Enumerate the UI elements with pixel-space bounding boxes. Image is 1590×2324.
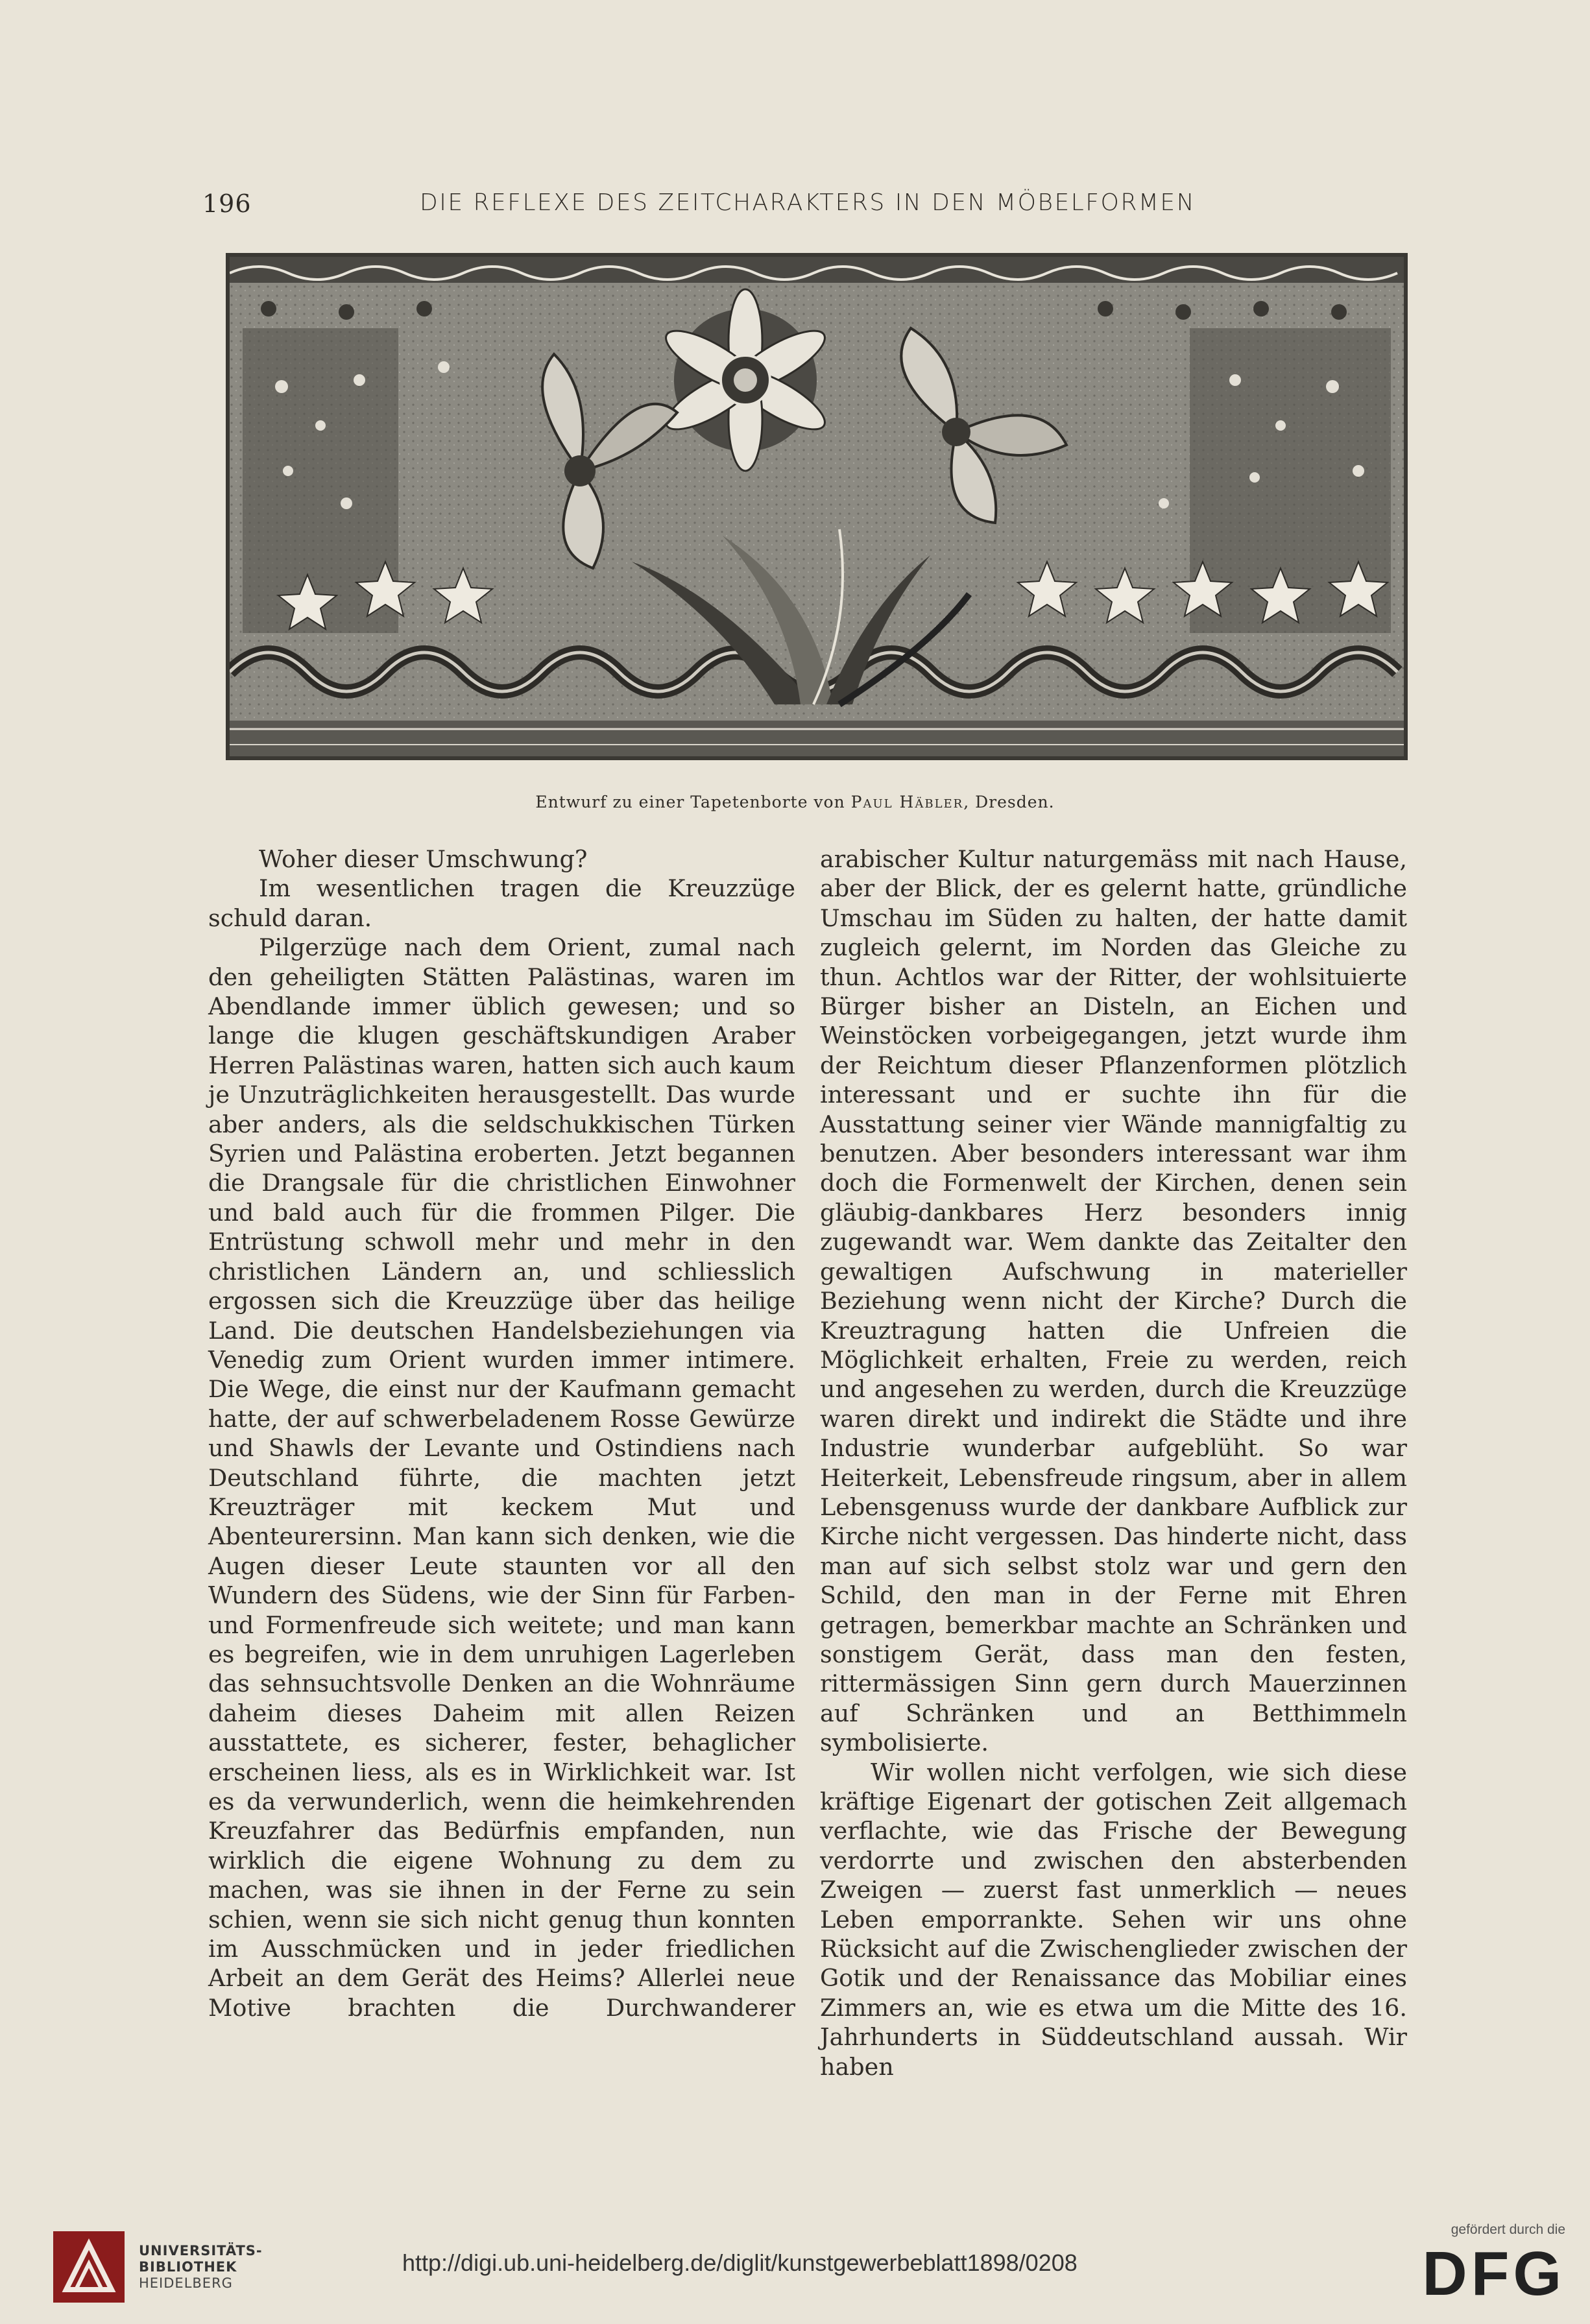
paragraph: Pilgerzüge nach dem Orient, zumal nach den geheiligten Stätten Palästinas, waren im Abendlande immer üblich gewesen; und so lange die klugen geschäftskundigen Araber Herren Palästinas waren, hatten sich auch kaum je Unzuträglichkeiten herausgestellt. Das wurde aber anders, als die seldschukkischen Türken Syrien und Palästina eroberten. Jetzt begannen die Drangsale für die christlichen Einwohner und bald auch für die frommen Pilger. Die Entrüstung schwoll mehr und mehr in den christlichen Ländern an, und schliesslich ergossen sich die Kreuzzüge über das heilige Land. Die deutschen Handelsbeziehungen via Venedig zum Orient wurden immer intimere. Die Wege, die einst nur der Kaufmann gemacht hatte, der auf schwerbeladenem Rosse Gewürze und Shawls der Levante und Ostindiens nach Deutschland führte, die machten jetzt Kreuzträger mit keckem Mut und Abenteurersinn. Man kann sich denken, wie die Augen dieser Leute staunten vor all den Wundern des Südens, wie der Sinn für Farben- und Formenfreude sich weitete; und man kann es begreifen, wie in dem unruhigen Lagerleben das sehnsuchtsvolle Denken an die Wohnräume daheim dieses Daheim mit allen Reizen ausstattete, es sicherer, fester, behaglicher erscheinen liess, als es in Wirklichkeit war. Ist es da verwunderlich, wenn die heimkehrenden Kreuzfahrer das Bedürfnis empfanden, nun wirklich die eigene Wohnung zu dem zu machen, was sie ihnen in der Ferne zu sein schien, wenn sie sich nicht genug thun konnten im Ausschmücken und in jeder friedlichen Arbeit an dem Gerät des Heims? Allerlei neue Motive brachten die Durchwanderer: [208, 933, 795, 2022]
library-name-line: HEIDELBERG: [139, 2275, 233, 2291]
paragraph: Wir wollen nicht verfolgen, wie sich diese kräftige Eigenart der gotischen Zeit allgemach verflachte, wie das Frische der Bewegung verdorrte und zwischen den absterbenden Zweigen — zuerst fast unmerklich — neues Leben emporrankte. Sehen wir uns ohne Rücksicht auf die Zwischenglieder zwischen der Gotik und der Renaissance das Mobiliar eines Zimmers an, wie es etwa um die Mitte des 16. Jahrhunderts in Süddeutschland aussah. Wir haben: [820, 1758, 1407, 2081]
library-name: [139, 2243, 263, 2292]
dfg-logo-text: DFG: [1422, 2239, 1565, 2308]
library-emblem-icon: [53, 2231, 125, 2303]
paragraph: Woher dieser Umschwung?: [259, 845, 588, 873]
caption-suffix: , Dresden.: [963, 793, 1055, 811]
paragraph: Im wesentlichen tragen die Kreuzzüge schuld daran.: [208, 874, 795, 932]
permalink-url[interactable]: http://digi.ub.uni-heidelberg.de/diglit/kunstgewerbeblatt1898/0208: [402, 2249, 1078, 2276]
illustration-drawing: [230, 257, 1404, 756]
left-column: [208, 845, 795, 2022]
funding-logo[interactable]: [1422, 2222, 1565, 2306]
library-name-line: UNIVERSITÄTS-: [139, 2242, 263, 2258]
funding-label: gefördert durch die: [1451, 2222, 1565, 2237]
library-logo[interactable]: [53, 2231, 263, 2303]
digitization-footer: [0, 2218, 1590, 2324]
paragraph: arabischer Kultur naturgemäss mit nach Hause, aber der Blick, der es gelernt hatte, gründliche Umschau im Süden zu halten, der hatte damit zugleich gelernt, im Norden das Gleiche zu thun. Achtlos war der Ritter, der wohlsituierte Bürger bisher an Disteln, an Eichen und Weinstöcken vorbeigegangen, jetzt wurde ihm der Reichtum dieser Pflanzenformen plötzlich interessant und er suchte ihn für die Ausstattung seiner vier Wände mannigfaltig zu benutzen. Aber besonders interessant war ihm doch die Formenwelt der Kirchen, denen sein gläubig-dankbares Herz besonders innig zugewandt war. Wem dankte das Zeitalter den gewaltigen Aufschwung in materieller Beziehung wenn nicht der Kirche? Durch die Kreuztragung hatten die Unfreien die Möglichkeit erhalten, Freie zu werden, reich und angesehen zu werden, durch die Kreuzzüge waren direkt und indirekt die Städte und ihre Industrie wunderbar aufgeblüht. So war Heiterkeit, Lebensfreude ringsum, aber in allem Lebensgenuss wurde der dankbare Aufblick zur Kirche nicht vergessen. Das hinderte nicht, dass man auf sich selbst stolz war und gern den Schild, den man in der Ferne mit Ehren getragen, bemerkbar machte an Schränken und sonstigem Gerät, dass man den festen, rittermässigen Sinn gern durch Mauerzinnen auf Schränken und an Betthimmeln symbolisierte.: [820, 845, 1407, 1757]
library-name-line: BIBLIOTHEK: [139, 2258, 237, 2275]
caption-artist-name: Paul Häbler: [850, 793, 964, 811]
page-header: [202, 189, 1403, 222]
running-title: DIE REFLEXE DES ZEITCHARAKTERS IN DEN MÖBELFORMEN: [420, 189, 1196, 216]
page-number: 196: [202, 189, 252, 218]
caption-prefix: Entwurf zu einer Tapetenborte von: [535, 793, 851, 811]
wallpaper-border-illustration: [226, 253, 1408, 760]
right-column: [820, 845, 1407, 2081]
figure-caption: [0, 793, 1590, 811]
